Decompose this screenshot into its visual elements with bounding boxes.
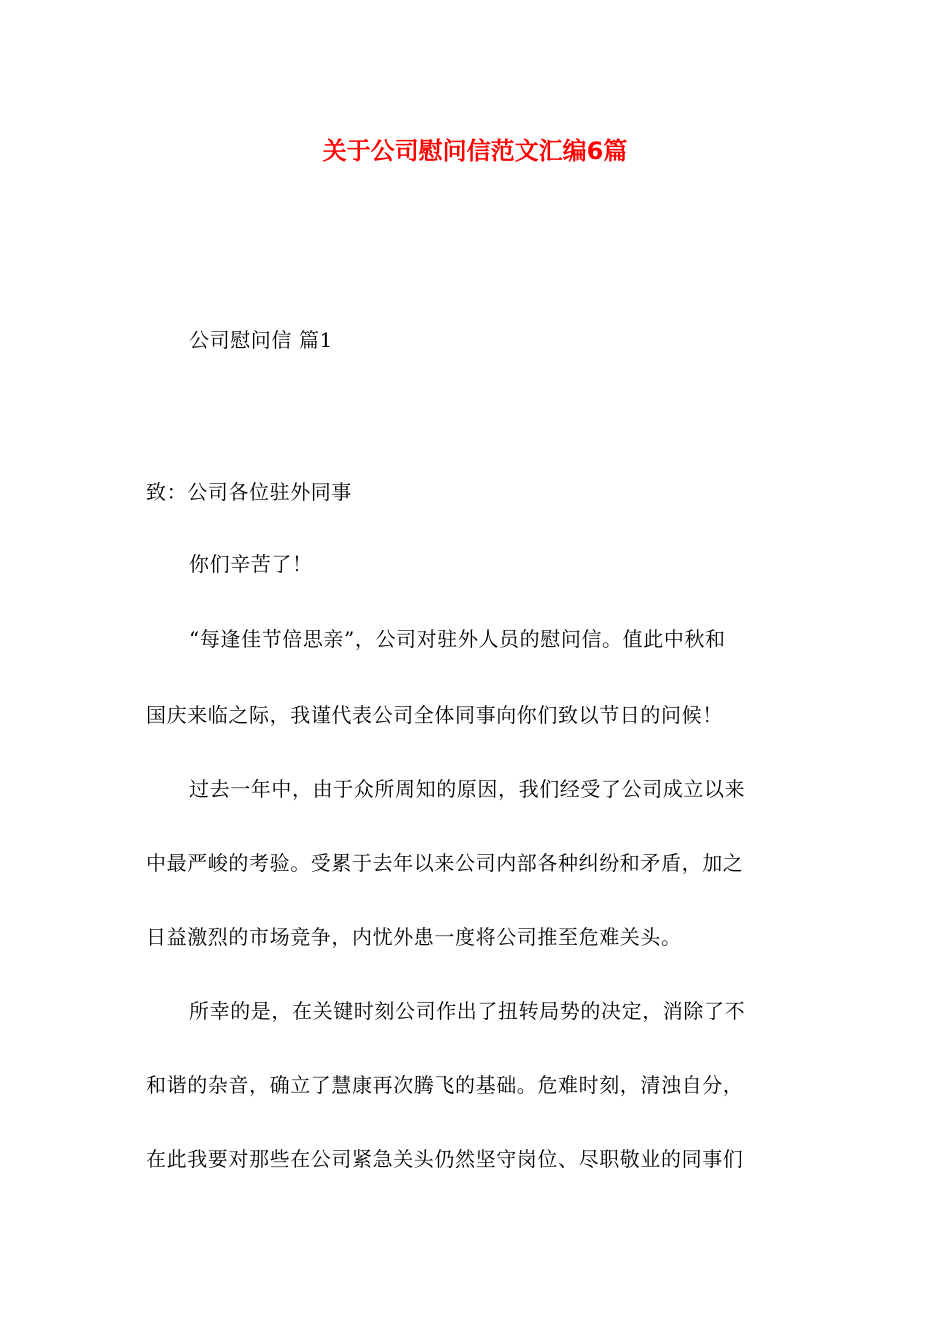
salutation: 致：公司各位驻外同事 [146,480,352,504]
paragraph-line: 所幸的是，在关键时刻公司作出了扭转局势的决定，消除了不 [189,999,746,1023]
paragraph-line: 国庆来临之际，我谨代表公司全体同事向你们致以节日的问候！ [146,703,723,727]
paragraph-line: “每逢佳节倍思亲”，公司对驻外人员的慰问信。值此中秋和 [189,627,726,651]
paragraph-line: 过去一年中，由于众所周知的原因，我们经受了公司成立以来 [189,777,746,801]
paragraph-line: 在此我要对那些在公司紧急关头仍然坚守岗位、尽职敬业的同事们 [146,1147,744,1171]
section-heading: 公司慰问信 篇1 [189,328,333,352]
document-title: 关于公司慰问信范文汇编6篇 [322,137,628,165]
paragraph-line: 和谐的杂音，确立了慧康再次腾飞的基础。危难时刻，清浊自分， [146,1073,744,1097]
greeting: 你们辛苦了！ [189,552,313,576]
paragraph-line: 日益激烈的市场竞争，内忧外患一度将公司推至危难关头。 [146,925,682,949]
paragraph-line: 中最严峻的考验。受累于去年以来公司内部各种纠纷和矛盾，加之 [146,851,744,875]
